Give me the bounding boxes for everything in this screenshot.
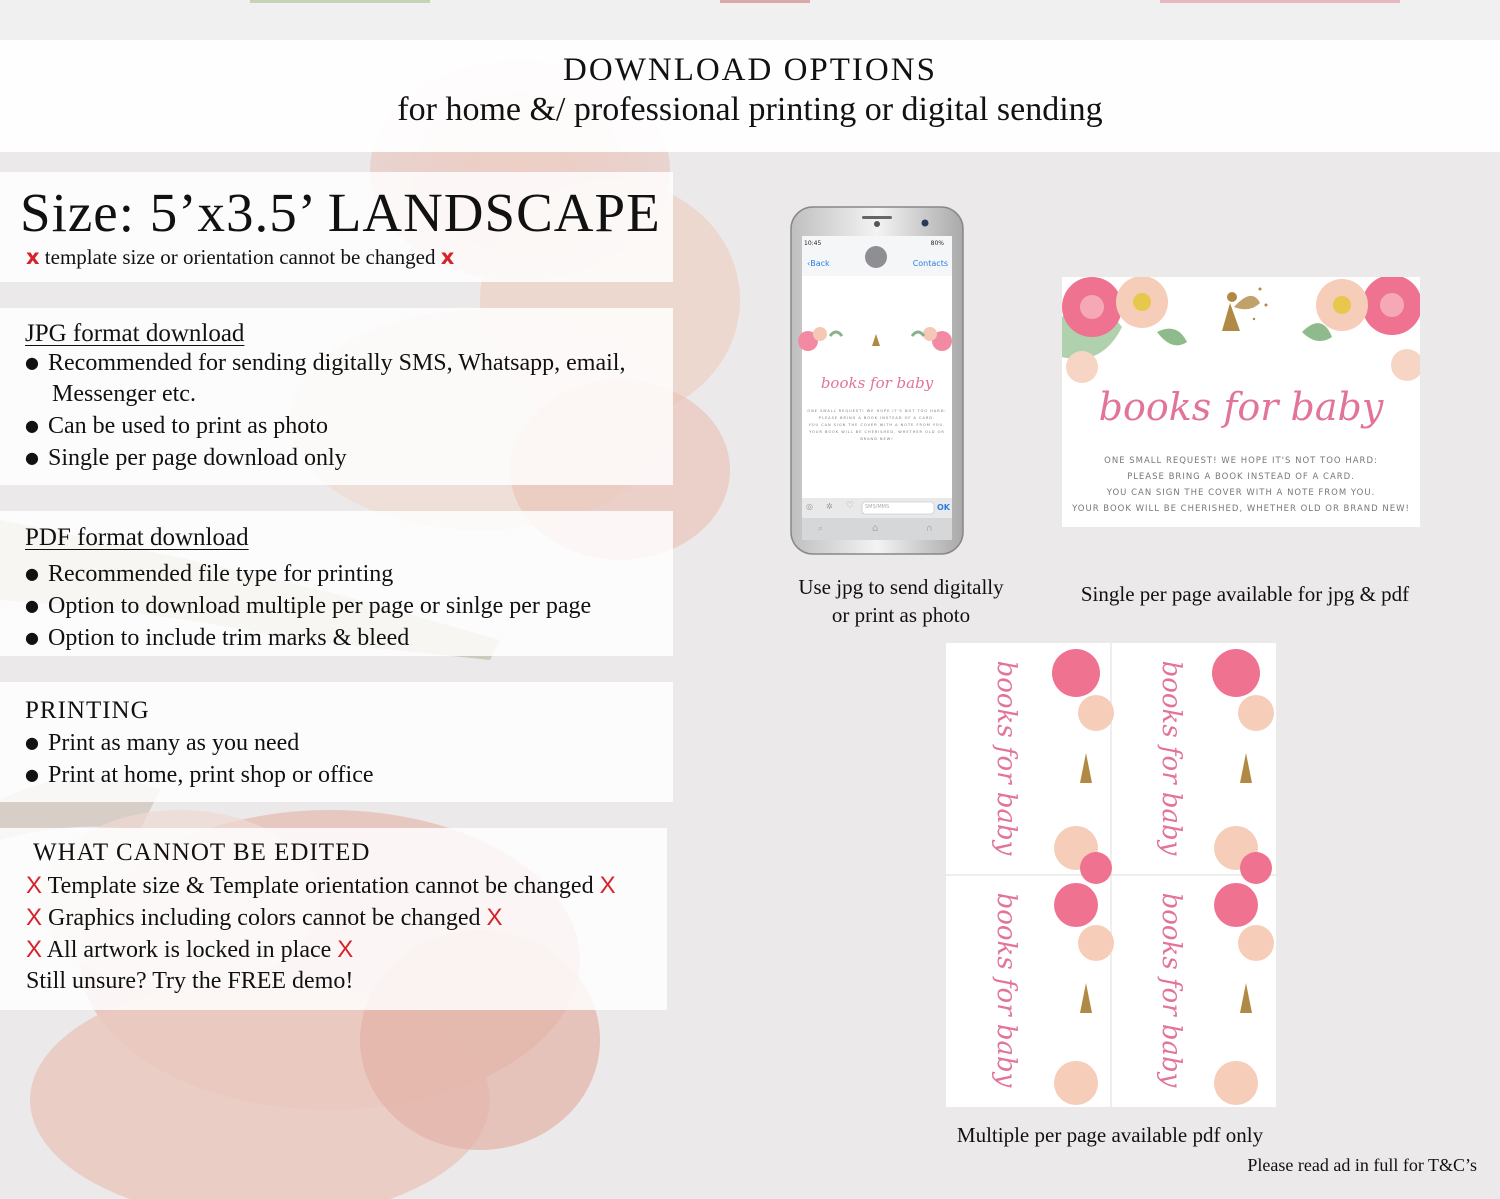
sms-input[interactable]: SMS/MMS	[865, 504, 890, 510]
x-mark: x	[440, 245, 455, 269]
size-note	[26, 245, 454, 270]
headphones-icon[interactable]: ∩	[926, 524, 933, 534]
settings-icon[interactable]: ✲	[826, 502, 833, 511]
demo-note: Still unsure? Try the FREE demo!	[26, 968, 354, 994]
x-mark: x	[26, 245, 40, 269]
home-icon[interactable]: ⌂	[872, 523, 879, 534]
phone-card-text: ONE SMALL REQUEST! WE HOPE IT'S NOT TOO HARD: PLEASE BRING A BOOK INSTEAD OF A CARD. YOU CAN SIGN THE COVER WITH A NOTE FROM YOU. YOUR BOOK WILL BE CHERISHED, WHETHER OLD OR BRAND NEW!	[807, 409, 947, 441]
fairy-icon	[1222, 288, 1268, 332]
sheet-card-title: books for baby	[1156, 892, 1186, 1088]
multiple-caption: Multiple per page available pdf only	[956, 1123, 1264, 1147]
size-title: Size: 5’x3.5’ LANDSCAPE	[20, 182, 661, 243]
single-caption: Single per page available for jpg & pdf	[1080, 582, 1410, 606]
list-item: ● Print as many as you need	[25, 730, 300, 756]
page-title: DOWNLOAD OPTIONS	[563, 52, 937, 88]
list-item: Messenger etc.	[52, 381, 196, 407]
send-button[interactable]: OK	[937, 503, 950, 512]
list-item: ● Recommended file type for printing	[25, 561, 394, 587]
phone-mockup	[790, 206, 964, 555]
multiple-sheet-preview	[946, 643, 1276, 1107]
pdf-list	[25, 558, 591, 654]
list-item: X Graphics including colors cannot be changed X	[26, 904, 503, 931]
size-note-text: template size or orientation cannot be changed	[44, 245, 436, 269]
phone-battery: 80%	[930, 240, 944, 247]
phone-time: 10:45	[804, 240, 822, 247]
page-subtitle: for home &/ professional printing or digital sending	[397, 91, 1103, 128]
list-item: ● Single per page download only	[25, 445, 347, 471]
contacts-link[interactable]: Contacts	[912, 259, 948, 268]
single-card-text: ONE SMALL REQUEST! WE HOPE IT'S NOT TOO HARD: PLEASE BRING A BOOK INSTEAD OF A CARD. YOU CAN SIGN THE COVER WITH A NOTE FROM YOU. YOUR BOOK WILL BE CHERISHED, WHETHER OLD OR BRAND NEW!	[1072, 456, 1410, 514]
list-item: ● Option to include trim marks & bleed	[25, 625, 410, 651]
sheet-card-title: books for baby	[1156, 660, 1186, 856]
list-item: X Template size & Template orientation cannot be changed X	[26, 872, 616, 899]
camera-icon[interactable]: ◎	[806, 502, 813, 511]
header-banner	[0, 40, 1500, 152]
list-item: ● Recommended for sending digitally SMS, Whatsapp, email,	[25, 350, 626, 376]
jpg-heading: JPG format download	[25, 320, 245, 347]
list-item: ● Option to download multiple per page or sinlge per page	[25, 593, 592, 619]
single-card-title: books for baby	[1098, 385, 1384, 429]
jpg-list	[25, 347, 625, 474]
pdf-heading: PDF format download	[25, 524, 249, 551]
printing-list	[25, 727, 374, 791]
terms-note: Please read ad in full for T&C’s	[1247, 1155, 1477, 1175]
sheet-card-title: books for baby	[991, 660, 1021, 856]
list-item: ● Can be used to print as photo	[25, 413, 328, 439]
cannot-edit-heading: WHAT CANNOT BE EDITED	[33, 839, 371, 866]
phone-caption: Use jpg to send digitally or print as photo	[798, 575, 1004, 627]
back-link[interactable]: ‹Back	[807, 259, 830, 268]
heart-icon[interactable]: ♡	[846, 501, 855, 511]
list-item: ● Print at home, print shop or office	[25, 762, 374, 788]
search-icon[interactable]: ⌕	[818, 524, 824, 534]
single-card-preview	[1062, 277, 1420, 527]
avatar-icon	[865, 246, 887, 268]
cannot-edit-list	[26, 870, 616, 997]
printing-heading: PRINTING	[25, 697, 150, 724]
sheet-card-title: books for baby	[991, 892, 1021, 1088]
phone-card-title: books for baby	[820, 374, 934, 392]
list-item: X All artwork is locked in place X	[26, 936, 354, 963]
